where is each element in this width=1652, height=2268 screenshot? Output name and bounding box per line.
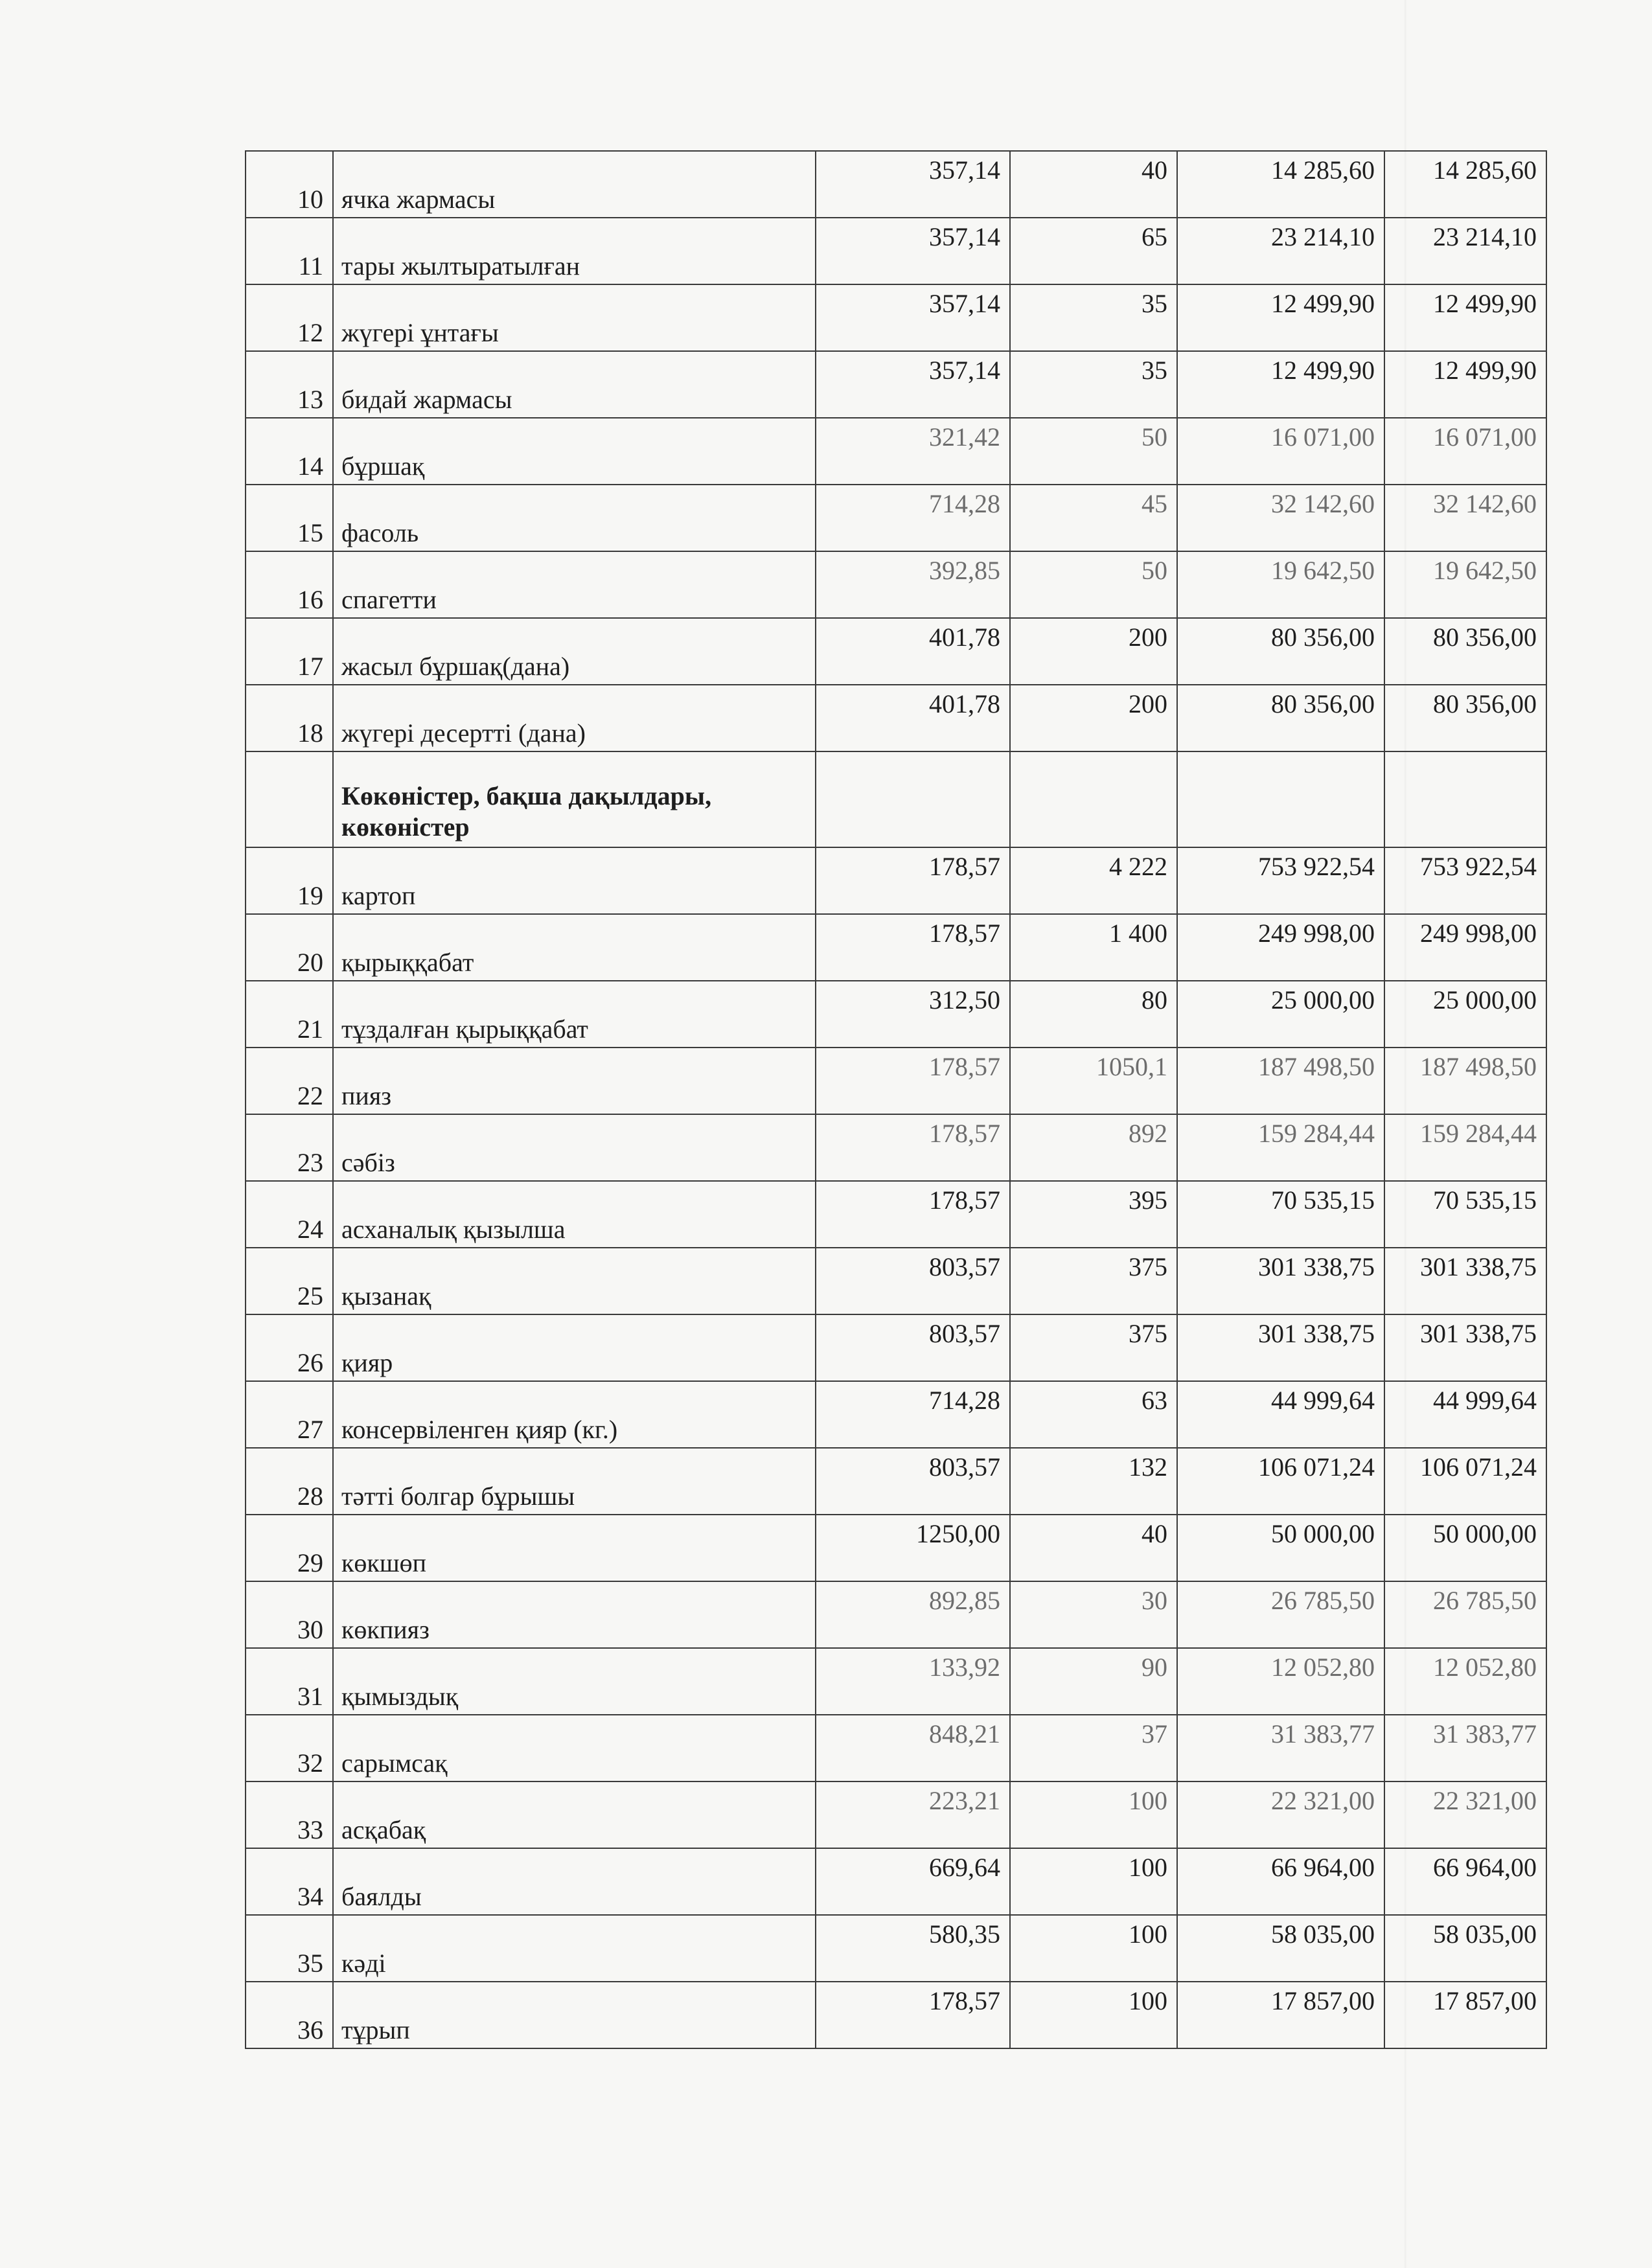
sum-cell: 58 035,00: [1177, 1915, 1384, 1982]
sum-cell: 106 071,24: [1177, 1448, 1384, 1515]
row-number-cell: 35: [246, 1915, 333, 1982]
item-name-cell: кәді: [333, 1915, 816, 1982]
sum-cell: 25 000,00: [1177, 981, 1384, 1048]
table-row: [246, 1781, 1546, 1848]
unit-price-cell: 803,57: [816, 1248, 1010, 1314]
total-sum-cell: 19 642,50: [1384, 551, 1546, 618]
quantity-cell: 40: [1010, 151, 1177, 218]
table-row: [246, 418, 1546, 485]
total-sum-cell: 17 857,00: [1384, 1982, 1546, 2048]
unit-price-cell: 401,78: [816, 618, 1010, 685]
total-sum-cell: 26 785,50: [1384, 1581, 1546, 1648]
row-number-cell: 10: [246, 151, 333, 218]
total-sum-cell: 12 499,90: [1384, 284, 1546, 351]
unit-price-cell: 401,78: [816, 685, 1010, 751]
item-name-cell: тұздалған қырыққабат: [333, 981, 816, 1048]
unit-price-cell: 223,21: [816, 1781, 1010, 1848]
item-name-cell: қырыққабат: [333, 914, 816, 981]
goods-table-body: [246, 151, 1546, 2048]
sum-cell: 19 642,50: [1177, 551, 1384, 618]
quantity-cell: 1050,1: [1010, 1048, 1177, 1114]
unit-price-cell: 892,85: [816, 1581, 1010, 1648]
quantity-cell: 100: [1010, 1848, 1177, 1915]
item-name-cell: пияз: [333, 1048, 816, 1114]
row-number-cell: 16: [246, 551, 333, 618]
table-row: [246, 485, 1546, 551]
row-number-cell: 32: [246, 1715, 333, 1781]
quantity-cell: 100: [1010, 1781, 1177, 1848]
total-sum-cell: [1384, 751, 1546, 847]
sum-cell: 301 338,75: [1177, 1314, 1384, 1381]
row-number-cell: 30: [246, 1581, 333, 1648]
sum-cell: 80 356,00: [1177, 685, 1384, 751]
item-name-cell: қызанақ: [333, 1248, 816, 1314]
quantity-cell: 132: [1010, 1448, 1177, 1515]
unit-price-cell: 714,28: [816, 1381, 1010, 1448]
sum-cell: 50 000,00: [1177, 1515, 1384, 1581]
row-number-cell: 13: [246, 351, 333, 418]
quantity-cell: 200: [1010, 685, 1177, 751]
item-name-cell: спагетти: [333, 551, 816, 618]
unit-price-cell: 357,14: [816, 284, 1010, 351]
sum-cell: [1177, 751, 1384, 847]
total-sum-cell: 249 998,00: [1384, 914, 1546, 981]
sum-cell: 32 142,60: [1177, 485, 1384, 551]
item-name-cell: консервіленген қияр (кг.): [333, 1381, 816, 1448]
quantity-cell: 45: [1010, 485, 1177, 551]
item-name-cell: картоп: [333, 847, 816, 914]
total-sum-cell: 58 035,00: [1384, 1915, 1546, 1982]
table-row: [246, 351, 1546, 418]
total-sum-cell: 301 338,75: [1384, 1248, 1546, 1314]
quantity-cell: 100: [1010, 1915, 1177, 1982]
quantity-cell: 40: [1010, 1515, 1177, 1581]
quantity-cell: 50: [1010, 551, 1177, 618]
item-name-cell: Көкөністер, бақша дақылдары, көкөністер: [333, 751, 816, 847]
row-number-cell: 26: [246, 1314, 333, 1381]
table-row: [246, 847, 1546, 914]
total-sum-cell: 70 535,15: [1384, 1181, 1546, 1248]
sum-cell: 753 922,54: [1177, 847, 1384, 914]
total-sum-cell: 14 285,60: [1384, 151, 1546, 218]
total-sum-cell: 16 071,00: [1384, 418, 1546, 485]
table-row: [246, 1114, 1546, 1181]
quantity-cell: 63: [1010, 1381, 1177, 1448]
quantity-cell: 37: [1010, 1715, 1177, 1781]
unit-price-cell: 312,50: [816, 981, 1010, 1048]
item-name-cell: жүгері ұнтағы: [333, 284, 816, 351]
item-name-cell: көкпияз: [333, 1581, 816, 1648]
table-row: [246, 1048, 1546, 1114]
row-number-cell: 29: [246, 1515, 333, 1581]
table-row: [246, 1581, 1546, 1648]
row-number-cell: [246, 751, 333, 847]
unit-price-cell: 357,14: [816, 218, 1010, 284]
row-number-cell: 12: [246, 284, 333, 351]
unit-price-cell: 178,57: [816, 1982, 1010, 2048]
table-row: [246, 151, 1546, 218]
sum-cell: 301 338,75: [1177, 1248, 1384, 1314]
total-sum-cell: 23 214,10: [1384, 218, 1546, 284]
unit-price-cell: 178,57: [816, 914, 1010, 981]
item-name-cell: бидай жармасы: [333, 351, 816, 418]
unit-price-cell: 803,57: [816, 1314, 1010, 1381]
sum-cell: 187 498,50: [1177, 1048, 1384, 1114]
table-row: [246, 1848, 1546, 1915]
sum-cell: 12 052,80: [1177, 1648, 1384, 1715]
row-number-cell: 33: [246, 1781, 333, 1848]
sum-cell: 22 321,00: [1177, 1781, 1384, 1848]
row-number-cell: 23: [246, 1114, 333, 1181]
item-name-cell: асханалық қызылша: [333, 1181, 816, 1248]
table-row: [246, 981, 1546, 1048]
sum-cell: 66 964,00: [1177, 1848, 1384, 1915]
quantity-cell: 1 400: [1010, 914, 1177, 981]
total-sum-cell: 31 383,77: [1384, 1715, 1546, 1781]
table-row: [246, 1982, 1546, 2048]
item-name-cell: тәтті болгар бұрышы: [333, 1448, 816, 1515]
item-name-cell: бұршақ: [333, 418, 816, 485]
total-sum-cell: 80 356,00: [1384, 685, 1546, 751]
unit-price-cell: 714,28: [816, 485, 1010, 551]
table-row: [246, 1248, 1546, 1314]
item-name-cell: асқабақ: [333, 1781, 816, 1848]
unit-price-cell: 357,14: [816, 351, 1010, 418]
quantity-cell: 4 222: [1010, 847, 1177, 914]
row-number-cell: 28: [246, 1448, 333, 1515]
row-number-cell: 17: [246, 618, 333, 685]
row-number-cell: 18: [246, 685, 333, 751]
table-row: [246, 284, 1546, 351]
sum-cell: 17 857,00: [1177, 1982, 1384, 2048]
quantity-cell: 80: [1010, 981, 1177, 1048]
total-sum-cell: 50 000,00: [1384, 1515, 1546, 1581]
row-number-cell: 20: [246, 914, 333, 981]
table-row: [246, 1648, 1546, 1715]
unit-price-cell: [816, 751, 1010, 847]
table-section-row: [246, 751, 1546, 847]
item-name-cell: қымыздық: [333, 1648, 816, 1715]
item-name-cell: сарымсақ: [333, 1715, 816, 1781]
item-name-cell: фасоль: [333, 485, 816, 551]
total-sum-cell: 66 964,00: [1384, 1848, 1546, 1915]
sum-cell: 23 214,10: [1177, 218, 1384, 284]
unit-price-cell: 178,57: [816, 1114, 1010, 1181]
table-row: [246, 1515, 1546, 1581]
table-row: [246, 685, 1546, 751]
row-number-cell: 22: [246, 1048, 333, 1114]
row-number-cell: 24: [246, 1181, 333, 1248]
item-name-cell: баялды: [333, 1848, 816, 1915]
unit-price-cell: 321,42: [816, 418, 1010, 485]
table-row: [246, 1915, 1546, 1982]
quantity-cell: 100: [1010, 1982, 1177, 2048]
sum-cell: 16 071,00: [1177, 418, 1384, 485]
item-name-cell: қияр: [333, 1314, 816, 1381]
quantity-cell: 375: [1010, 1248, 1177, 1314]
unit-price-cell: 178,57: [816, 1048, 1010, 1114]
item-name-cell: тұрып: [333, 1982, 816, 2048]
total-sum-cell: 12 052,80: [1384, 1648, 1546, 1715]
table-row: [246, 1181, 1546, 1248]
row-number-cell: 31: [246, 1648, 333, 1715]
row-number-cell: 27: [246, 1381, 333, 1448]
table-row: [246, 914, 1546, 981]
quantity-cell: [1010, 751, 1177, 847]
total-sum-cell: 80 356,00: [1384, 618, 1546, 685]
quantity-cell: 65: [1010, 218, 1177, 284]
goods-table: [245, 150, 1547, 2049]
total-sum-cell: 12 499,90: [1384, 351, 1546, 418]
sum-cell: 31 383,77: [1177, 1715, 1384, 1781]
row-number-cell: 25: [246, 1248, 333, 1314]
sum-cell: 249 998,00: [1177, 914, 1384, 981]
unit-price-cell: 803,57: [816, 1448, 1010, 1515]
sum-cell: 14 285,60: [1177, 151, 1384, 218]
row-number-cell: 19: [246, 847, 333, 914]
sum-cell: 80 356,00: [1177, 618, 1384, 685]
total-sum-cell: 25 000,00: [1384, 981, 1546, 1048]
unit-price-cell: 178,57: [816, 1181, 1010, 1248]
quantity-cell: 200: [1010, 618, 1177, 685]
row-number-cell: 15: [246, 485, 333, 551]
table-row: [246, 618, 1546, 685]
unit-price-cell: 357,14: [816, 151, 1010, 218]
table-row: [246, 551, 1546, 618]
unit-price-cell: 133,92: [816, 1648, 1010, 1715]
unit-price-cell: 848,21: [816, 1715, 1010, 1781]
quantity-cell: 30: [1010, 1581, 1177, 1648]
table-row: [246, 1314, 1546, 1381]
unit-price-cell: 1250,00: [816, 1515, 1010, 1581]
unit-price-cell: 669,64: [816, 1848, 1010, 1915]
quantity-cell: 375: [1010, 1314, 1177, 1381]
total-sum-cell: 44 999,64: [1384, 1381, 1546, 1448]
table-row: [246, 1715, 1546, 1781]
total-sum-cell: 301 338,75: [1384, 1314, 1546, 1381]
sum-cell: 159 284,44: [1177, 1114, 1384, 1181]
sum-cell: 70 535,15: [1177, 1181, 1384, 1248]
quantity-cell: 35: [1010, 284, 1177, 351]
item-name-cell: ячка жармасы: [333, 151, 816, 218]
quantity-cell: 50: [1010, 418, 1177, 485]
unit-price-cell: 580,35: [816, 1915, 1010, 1982]
sum-cell: 44 999,64: [1177, 1381, 1384, 1448]
unit-price-cell: 392,85: [816, 551, 1010, 618]
quantity-cell: 90: [1010, 1648, 1177, 1715]
total-sum-cell: 187 498,50: [1384, 1048, 1546, 1114]
total-sum-cell: 106 071,24: [1384, 1448, 1546, 1515]
total-sum-cell: 753 922,54: [1384, 847, 1546, 914]
row-number-cell: 36: [246, 1982, 333, 2048]
table-row: [246, 1381, 1546, 1448]
quantity-cell: 35: [1010, 351, 1177, 418]
total-sum-cell: 32 142,60: [1384, 485, 1546, 551]
quantity-cell: 395: [1010, 1181, 1177, 1248]
row-number-cell: 11: [246, 218, 333, 284]
table-row: [246, 1448, 1546, 1515]
item-name-cell: сәбіз: [333, 1114, 816, 1181]
item-name-cell: тары жылтыратылған: [333, 218, 816, 284]
row-number-cell: 14: [246, 418, 333, 485]
row-number-cell: 21: [246, 981, 333, 1048]
unit-price-cell: 178,57: [816, 847, 1010, 914]
total-sum-cell: 22 321,00: [1384, 1781, 1546, 1848]
sum-cell: 12 499,90: [1177, 284, 1384, 351]
sum-cell: 26 785,50: [1177, 1581, 1384, 1648]
sum-cell: 12 499,90: [1177, 351, 1384, 418]
quantity-cell: 892: [1010, 1114, 1177, 1181]
table-row: [246, 218, 1546, 284]
item-name-cell: жүгері десертті (дана): [333, 685, 816, 751]
row-number-cell: 34: [246, 1848, 333, 1915]
item-name-cell: көкшөп: [333, 1515, 816, 1581]
item-name-cell: жасыл бұршақ(дана): [333, 618, 816, 685]
total-sum-cell: 159 284,44: [1384, 1114, 1546, 1181]
